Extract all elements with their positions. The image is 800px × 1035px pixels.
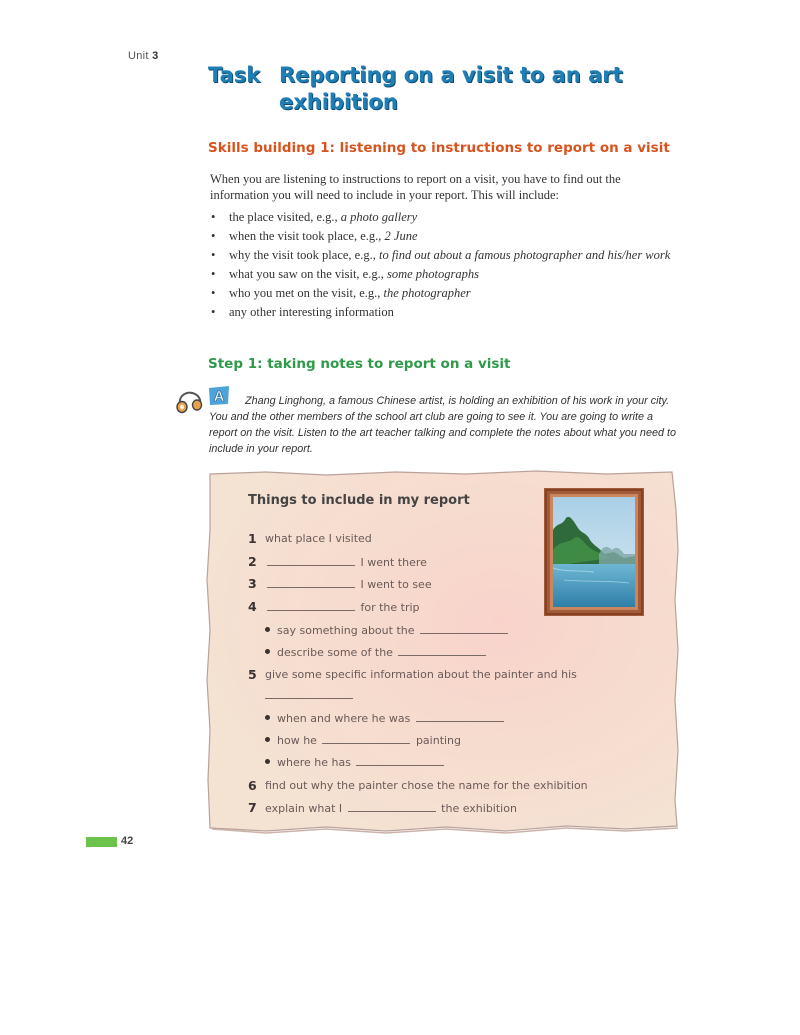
note-subitem: when and where he was (265, 711, 506, 725)
page-number: 42 (121, 835, 134, 847)
answer-blank[interactable] (420, 623, 508, 634)
notes-content: Things to include in my report 1 what place I visited 2 I went there 3 I went to see 4 for the trip say something about the describe some of the 5 give some specific information about the painter and his when and where he was how he painting where he has 6 find out why the painter chose the name for the exhibition 7 explain what I the exhibition (206, 470, 680, 834)
activity-a-letter: A (213, 388, 225, 405)
note-subitem: where he has (265, 755, 446, 769)
list-item: • the place visited, e.g., a photo gallery (210, 210, 678, 225)
skills-intro: When you are listening to instructions to report on a visit, you have to find out the information you will need to include in your report. This will include: (210, 172, 621, 202)
list-item: • why the visit took place, e.g., to find out about a famous photographer and his/her work (210, 248, 678, 263)
unit-number: 3 (152, 50, 159, 62)
page-number-bar (86, 837, 117, 847)
list-item: • what you saw on the visit, e.g., some photographs (210, 267, 678, 282)
notes-panel (206, 470, 680, 834)
bullet-dot (265, 737, 270, 742)
notes-title: Things to include in my report (248, 493, 470, 508)
headphones-icon[interactable] (174, 389, 204, 415)
answer-blank[interactable] (265, 688, 353, 699)
task-title-text: Reporting on a visit to an art exhibition (279, 63, 623, 114)
bullet-dot (265, 627, 270, 632)
answer-blank[interactable] (348, 801, 436, 812)
list-item: • who you met on the visit, e.g., the photographer (210, 286, 678, 301)
bullet-dot (265, 649, 270, 654)
bullet-dot (265, 715, 270, 720)
bullet-dot (265, 759, 270, 764)
answer-blank[interactable] (356, 755, 444, 766)
note-subitem: say something about the (265, 623, 510, 637)
skills-bullet-list (210, 210, 678, 324)
unit-prefix: Unit (128, 50, 149, 62)
list-item: • when the visit took place, e.g., 2 June (210, 229, 678, 244)
answer-blank[interactable] (267, 555, 355, 566)
framed-landscape-painting (544, 488, 644, 616)
answer-blank[interactable] (322, 733, 410, 744)
note-subitem: how he painting (265, 733, 461, 747)
skills-heading: Skills building 1: listening to instructions to report on a visit (208, 140, 670, 156)
answer-blank[interactable] (267, 600, 355, 611)
unit-label (128, 50, 159, 62)
note-subitem: describe some of the (265, 645, 488, 659)
answer-blank[interactable] (267, 577, 355, 588)
answer-blank[interactable] (398, 645, 486, 656)
list-item: • any other interesting information (210, 305, 678, 320)
step1-heading: Step 1: taking notes to report on a visit (208, 356, 511, 372)
task-label: Task (208, 63, 261, 87)
listening-instruction: Zhang Linghong, a famous Chinese artist, is holding an exhibition of his work in your city. You and the other members of the school art club are going to see it. You are going to write a report on the visit. Listen to the art teacher talking and complete the notes about what you need to include in your report. (209, 395, 676, 455)
answer-blank[interactable] (416, 711, 504, 722)
